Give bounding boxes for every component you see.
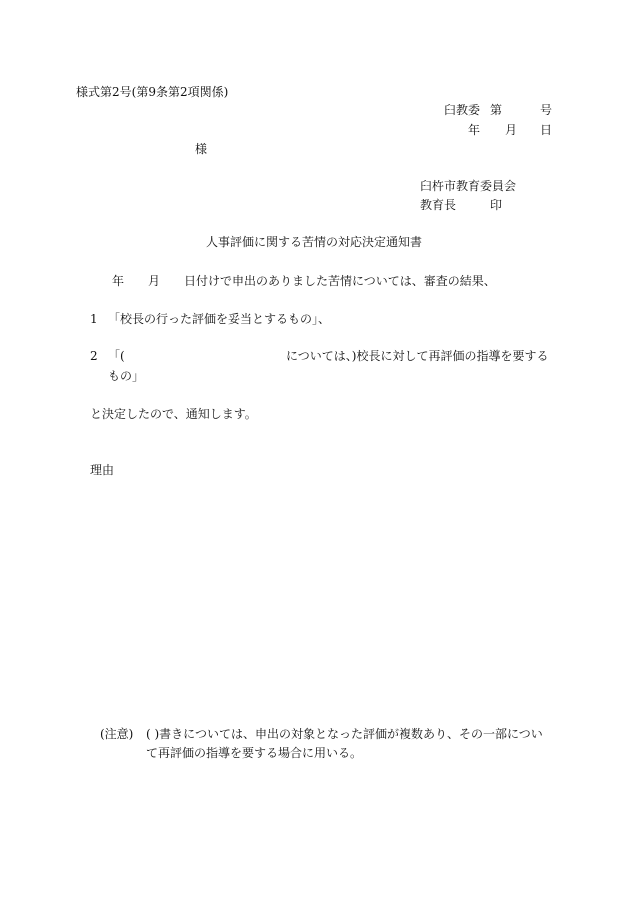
item-2-text: については、)校長に対して再評価の指導を要する: [286, 349, 549, 363]
date-month: 月: [505, 123, 518, 137]
item-1-text: 「校長の行った評価を妥当とするもの」、: [108, 312, 331, 326]
sender-title: 教育長: [420, 198, 457, 212]
intro-text: 日付けで申出のありました苦情については、審査の結果、: [184, 274, 496, 288]
form-label: 様式第2号(第9条第2項関係): [76, 85, 229, 99]
item-2-number: 2: [90, 349, 98, 363]
item-2-open: 「(: [108, 349, 125, 363]
doc-number-dai: 第: [490, 103, 503, 117]
sender-seal: 印: [490, 198, 503, 212]
doc-number-prefix: 臼教委: [444, 103, 481, 117]
document-title: 人事評価に関する苦情の対応決定通知書: [206, 235, 423, 249]
reason-label: 理由: [90, 463, 115, 477]
intro-year: 年: [112, 274, 125, 288]
note-line-1: ( )書きについては、申出の対象となった評価が複数あり、その一部につい: [146, 727, 543, 741]
note-line-2: て再評価の指導を要する場合に用いる。: [146, 746, 363, 760]
sender-org: 臼杵市教育委員会: [420, 179, 517, 193]
date-day: 日: [540, 123, 553, 137]
addressee-suffix: 様: [195, 142, 208, 156]
item-1-number: 1: [90, 312, 98, 326]
intro-month: 月: [148, 274, 161, 288]
conclusion: と決定したので、通知します。: [90, 407, 257, 421]
note-label: (注意): [100, 727, 134, 741]
date-year: 年: [468, 123, 481, 137]
item-2-text-cont: もの」: [108, 369, 145, 383]
doc-number-go: 号: [540, 103, 553, 117]
